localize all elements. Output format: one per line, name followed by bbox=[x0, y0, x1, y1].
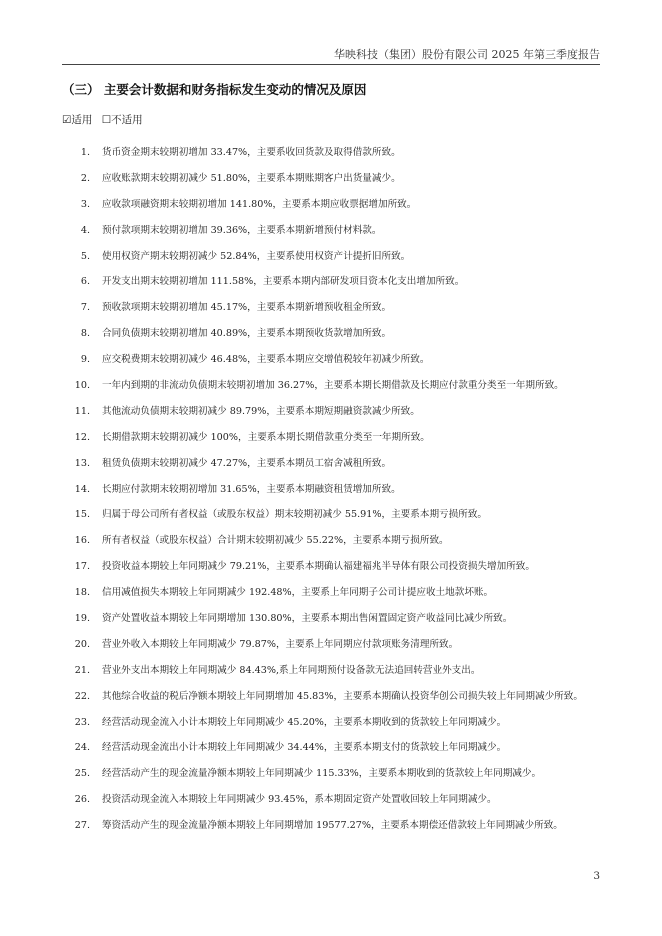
item-number: 15. bbox=[74, 509, 90, 521]
item-text: 投资收益本期较上年同期减少 79.21%，主要系本期确认福建福兆半导体有限公司投资损失增加所致。 bbox=[102, 561, 535, 573]
item-number: 11. bbox=[74, 405, 90, 417]
item-text: 筹资活动产生的现金流量净额本期较上年同期增加 19577.27%，主要系本期偿还借款较上年同期减少所致。 bbox=[102, 820, 563, 832]
list-item bbox=[62, 275, 602, 301]
item-number: 9. bbox=[80, 354, 90, 366]
list-item bbox=[62, 250, 602, 276]
change-reasons-list bbox=[62, 146, 602, 845]
item-text: 所有者权益（或股东权益）合计期末较期初减少 55.22%，主要系本期亏损所致。 bbox=[102, 535, 449, 547]
item-number: 24. bbox=[74, 742, 90, 754]
item-text: 使用权资产期末较期初减少 52.84%，主要系使用权资产计提折旧所致。 bbox=[102, 250, 411, 262]
list-item bbox=[62, 586, 602, 612]
item-number: 4. bbox=[80, 224, 90, 236]
list-item bbox=[62, 327, 602, 353]
list-item bbox=[62, 716, 602, 742]
list-item bbox=[62, 483, 602, 509]
item-text: 其他综合收益的税后净额本期较上年同期增加 45.83%，主要系本期确认投资华创公司损失较上年同期减少所致。 bbox=[102, 690, 583, 702]
item-text: 归属于母公司所有者权益（或股东权益）期末较期初减少 55.91%，主要系本期亏损所致。 bbox=[102, 509, 488, 521]
item-text: 合同负债期末较期初增加 40.89%，主要系本期预收货款增加所致。 bbox=[102, 328, 392, 340]
item-text: 营业外收入本期较上年同期减少 79.87%，主要系上年同期应付款项账务清理所致。 bbox=[102, 638, 459, 650]
item-text: 资产处置收益本期较上年同期增加 130.80%，主要系本期出售闲置固定资产收益同比减少所致。 bbox=[102, 613, 513, 625]
item-text: 营业外支出本期较上年同期减少 84.43%,系上年同期预付设备款无法追回转营业外支出。 bbox=[102, 664, 481, 676]
item-text: 一年内到期的非流动负债期末较期初增加 36.27%，主要系本期长期借款及长期应付款重分类至一年期所致。 bbox=[102, 380, 564, 392]
list-item bbox=[62, 405, 602, 431]
item-text: 长期应付款期末较期初增加 31.65%，主要系本期融资租赁增加所致。 bbox=[102, 483, 401, 495]
list-item bbox=[62, 612, 602, 638]
item-text: 应收款项融资期末较期初增加 141.80%，主要系本期应收票据增加所致。 bbox=[102, 198, 417, 210]
list-item bbox=[62, 198, 602, 224]
item-number: 8. bbox=[80, 328, 90, 340]
item-text: 开发支出期末较期初增加 111.58%，主要系本期内部研发项目资本化支出增加所致。 bbox=[102, 276, 465, 288]
list-item bbox=[62, 379, 602, 405]
list-item bbox=[62, 172, 602, 198]
item-number: 5. bbox=[80, 250, 90, 262]
list-item bbox=[62, 146, 602, 172]
item-number: 1. bbox=[80, 147, 90, 158]
list-item bbox=[62, 534, 602, 560]
not-applicable-unchecked: ☐不适用 bbox=[101, 114, 143, 126]
item-text: 预收款项期末较期初增加 45.17%，主要系本期新增预收租金所致。 bbox=[102, 302, 392, 314]
item-number: 27. bbox=[74, 820, 90, 832]
list-item bbox=[62, 224, 602, 250]
item-number: 2. bbox=[80, 172, 90, 184]
list-item bbox=[62, 353, 602, 379]
item-number: 19. bbox=[74, 613, 90, 625]
header-divider bbox=[62, 64, 600, 65]
item-number: 12. bbox=[74, 431, 90, 443]
item-number: 3. bbox=[80, 198, 90, 210]
item-text: 经营活动产生的现金流量净额本期较上年同期减少 115.33%，主要系本期收到的货款较上年同期减少。 bbox=[102, 768, 542, 780]
item-number: 14. bbox=[74, 483, 90, 495]
list-item bbox=[62, 767, 602, 793]
list-item bbox=[62, 819, 602, 845]
item-number: 21. bbox=[74, 664, 90, 676]
applicable-checked: ☑适用 bbox=[62, 114, 93, 126]
item-number: 20. bbox=[74, 638, 90, 650]
item-number: 6. bbox=[80, 276, 90, 288]
item-text: 信用减值损失本期较上年同期减少 192.48%，主要系上年同期子公司计提应收土地款坏账。 bbox=[102, 587, 494, 599]
item-text: 应收账款期末较期初减少 51.80%，主要系本期账期客户出货量减少。 bbox=[102, 172, 401, 184]
list-item bbox=[62, 638, 602, 664]
item-text: 租赁负债期末较期初减少 47.27%，主要系本期员工宿舍减租所致。 bbox=[102, 457, 392, 469]
report-header: 华映科技（集团）股份有限公司 2025 年第三季度报告 bbox=[334, 48, 600, 61]
section-title: （三） 主要会计数据和财务指标发生变动的情况及原因 bbox=[62, 82, 367, 97]
item-number: 18. bbox=[74, 587, 90, 599]
item-number: 26. bbox=[74, 794, 90, 806]
list-item bbox=[62, 431, 602, 457]
item-text: 其他流动负债期末较期初减少 89.79%，主要系本期短期融资款减少所致。 bbox=[102, 405, 420, 417]
item-number: 7. bbox=[80, 302, 90, 314]
list-item bbox=[62, 301, 602, 327]
list-item bbox=[62, 508, 602, 534]
item-text: 经营活动现金流出小计本期较上年同期减少 34.44%，主要系本期支付的货款较上年同期减少。 bbox=[102, 742, 507, 754]
item-number: 10. bbox=[74, 380, 90, 392]
list-item bbox=[62, 793, 602, 819]
item-number: 22. bbox=[74, 690, 90, 702]
item-text: 长期借款期末较期初减少 100%，主要系本期长期借款重分类至一年期所致。 bbox=[102, 431, 430, 443]
item-text: 经营活动现金流入小计本期较上年同期减少 45.20%，主要系本期收到的货款较上年同期减少。 bbox=[102, 716, 507, 728]
list-item bbox=[62, 664, 602, 690]
list-item bbox=[62, 690, 602, 716]
list-item bbox=[62, 560, 602, 586]
item-text: 货币资金期末较期初增加 33.47%，主要系收回货款及取得借款所致。 bbox=[102, 147, 401, 158]
item-text: 预付款项期末较期初增加 39.36%，主要系本期新增预付材料款。 bbox=[102, 224, 382, 236]
item-number: 25. bbox=[74, 768, 90, 780]
list-item bbox=[62, 457, 602, 483]
item-number: 13. bbox=[74, 457, 90, 469]
applicable-options bbox=[62, 112, 149, 127]
item-number: 16. bbox=[74, 535, 90, 547]
item-text: 应交税费期末较期初减少 46.48%，主要系本期应交增值税较年初减少所致。 bbox=[102, 354, 430, 366]
page-number: 3 bbox=[593, 870, 600, 882]
item-number: 23. bbox=[74, 716, 90, 728]
item-number: 17. bbox=[74, 561, 90, 573]
list-item bbox=[62, 741, 602, 767]
item-text: 投资活动现金流入本期较上年同期减少 93.45%，系本期固定资产处置收回较上年同期减少。 bbox=[102, 794, 497, 806]
